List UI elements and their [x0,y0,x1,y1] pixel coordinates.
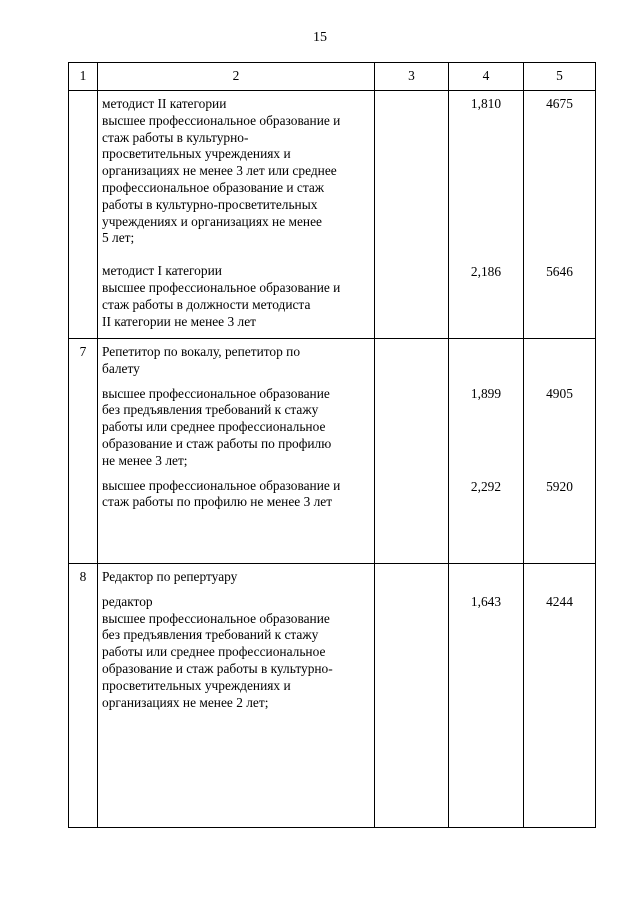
description-line: высшее профессиональное образование и [102,112,341,128]
salary-value: 5920 [546,478,573,494]
table-header-row [69,63,596,91]
position-heading: балету [102,360,140,376]
position-heading: Репетитор по вокалу, репетитор по [102,344,301,359]
description-line: образование и стаж работы по профилю [102,435,332,451]
table-row [69,339,596,564]
description-line: стаж работы в культурно- [102,129,249,145]
description-line: 5 лет; [102,230,135,246]
header-col-5: 5 [524,63,596,91]
coefficient-value: 2,292 [470,478,502,494]
header-col-3: 3 [375,63,449,91]
salary-value: 4675 [546,96,573,111]
table-row [69,564,596,828]
salary-table [68,62,596,828]
position-description [98,91,375,339]
salary-value: 4244 [546,594,573,609]
description-line: стаж работы в должности методиста [102,296,311,312]
description-line: методист II категории [102,96,227,111]
coefficient-cell [449,339,524,564]
coefficient-value: 1,810 [470,96,502,111]
header-col-1: 1 [69,63,98,91]
table-row [69,91,596,339]
description-line: профессиональное образование и стаж [102,179,325,195]
coefficient-cell [449,564,524,828]
position-description [98,339,375,564]
salary-cell [524,564,596,828]
header-col-4: 4 [449,63,524,91]
salary-value: 4905 [546,386,573,401]
header-col-2: 2 [98,63,375,91]
description-line: организациях не менее 3 лет или среднее [102,163,337,179]
description-line: II категории не менее 3 лет [102,313,256,329]
empty-cell [375,91,449,339]
salary-value: 5646 [546,263,573,279]
row-number [69,91,98,339]
row-number: 7 [69,339,98,564]
coefficient-value: 2,186 [470,263,502,279]
position-description [98,564,375,828]
salary-cell [524,91,596,339]
position-heading: Редактор по репертуару [102,569,238,584]
description-line: работы или среднее профессиональное [102,644,326,660]
description-line: учреждениях и организациях не менее [102,213,322,229]
description-line: не менее 3 лет; [102,452,188,468]
description-line: без предъявления требований к стажу [102,402,319,418]
description-line: высшее профессиональное образование [102,610,330,626]
coefficient-cell [449,91,524,339]
description-line: без предъявления требований к стажу [102,627,319,643]
description-line: методист I категории [102,263,222,279]
description-line: работы в культурно-просветительных [102,196,318,212]
description-line: стаж работы по профилю не менее 3 лет [102,494,333,510]
empty-cell [375,339,449,564]
description-line: организациях не менее 2 лет; [102,694,269,710]
description-line: просветительных учреждениях и [102,146,291,162]
empty-cell [375,564,449,828]
description-line: просветительных учреждениях и [102,677,291,693]
description-line: высшее профессиональное образование и [102,279,341,295]
coefficient-value: 1,899 [470,386,502,401]
row-number: 8 [69,564,98,828]
description-line: высшее профессиональное образование и [102,477,341,493]
description-line: работы или среднее профессиональное [102,419,326,435]
description-line: редактор [102,593,153,609]
salary-cell [524,339,596,564]
coefficient-value: 1,643 [470,594,502,609]
page-number: 15 [313,30,327,45]
description-line: высшее профессиональное образование [102,385,330,401]
description-line: образование и стаж работы в культурно- [102,660,333,676]
